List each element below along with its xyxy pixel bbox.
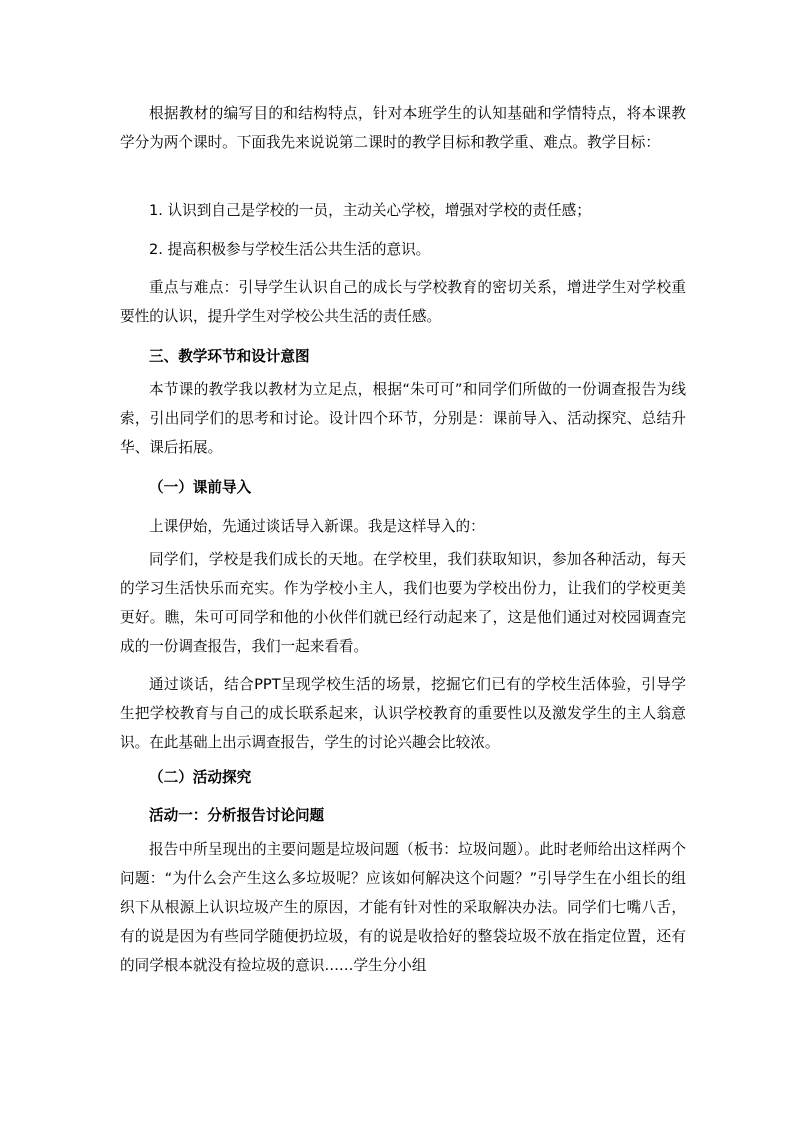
part2-heading: （二）活动探究	[149, 769, 252, 786]
part1-heading: （一）课前导入	[149, 479, 252, 496]
goals-label: 教学目标：	[587, 134, 660, 151]
goal-item-1: 1. 认识到自己是学校的一员，主动关心学校，增强对学校的责任感；	[149, 202, 591, 219]
intro-paragraph	[120, 99, 686, 157]
activity1-heading: 活动一：分析报告讨论问题	[149, 807, 325, 824]
section3-heading: 三、教学环节和设计意图	[149, 348, 310, 365]
intro-text: 根据教材的编写目的和结构特点，针对本班学生的认知基础和学情特点，将本课教学分为两个课时。下面我先来说说第二课时的教学目标和教学重、难点。	[120, 105, 686, 151]
key-points-paragraph: 重点与难点：引导学生认识自己的成长与学校教育的密切关系，增进学生对学校重要性的认识，提升学生对学校公共生活的责任感。	[120, 279, 686, 325]
part1-paragraph-2: 同学们，学校是我们成长的天地。在学校里，我们获取知识，参加各种活动，每天的学习生活快乐而充实。作为学校小主人，我们也要为学校出份力，让我们的学校更美更好。瞧，朱可可同学和他的小伙伴们就已经行动起来了，这是他们通过对校园调查完成的一份调查报告，我们一起来看看。	[120, 551, 686, 655]
activity1-paragraph: 报告中所呈现出的主要问题是垃圾问题（板书：垃圾问题）。此时老师给出这样两个问题：“为什么会产生这么多垃圾呢？应该如何解决这个问题？”引导学生在小组长的组织下从根源上认识垃圾产生的原因，才能有针对性的采取解决办法。同学们七嘴八舌，有的说是因为有些同学随便扔垃圾，有的说是收拾好的整袋垃圾不放在指定位置，还有的同学根本就没有捡垃圾的意识……学生分小组	[120, 841, 686, 974]
goal-item-2: 2. 提高积极参与学校生活公共生活的意识。	[149, 241, 431, 258]
section3-paragraph: 本节课的教学我以教材为立足点，根据“朱可可”和同学们所做的一份调查报告为线索，引出同学们的思考和讨论。设计四个环节，分别是：课前导入、活动探究、总结升华、课后拓展。	[120, 381, 686, 456]
part1-paragraph-1: 上课伊始，先通过谈话导入新课。我是这样导入的：	[149, 518, 485, 535]
part1-paragraph-3: 通过谈话，结合PPT呈现学校生活的场景，挖掘它们已有的学校生活体验，引导学生把学校教育与自己的成长联系起来，认识学校教育的重要性以及激发学生的主人翁意识。在此基础上出示调查报告，学生的讨论兴趣会比较浓。	[120, 676, 686, 751]
